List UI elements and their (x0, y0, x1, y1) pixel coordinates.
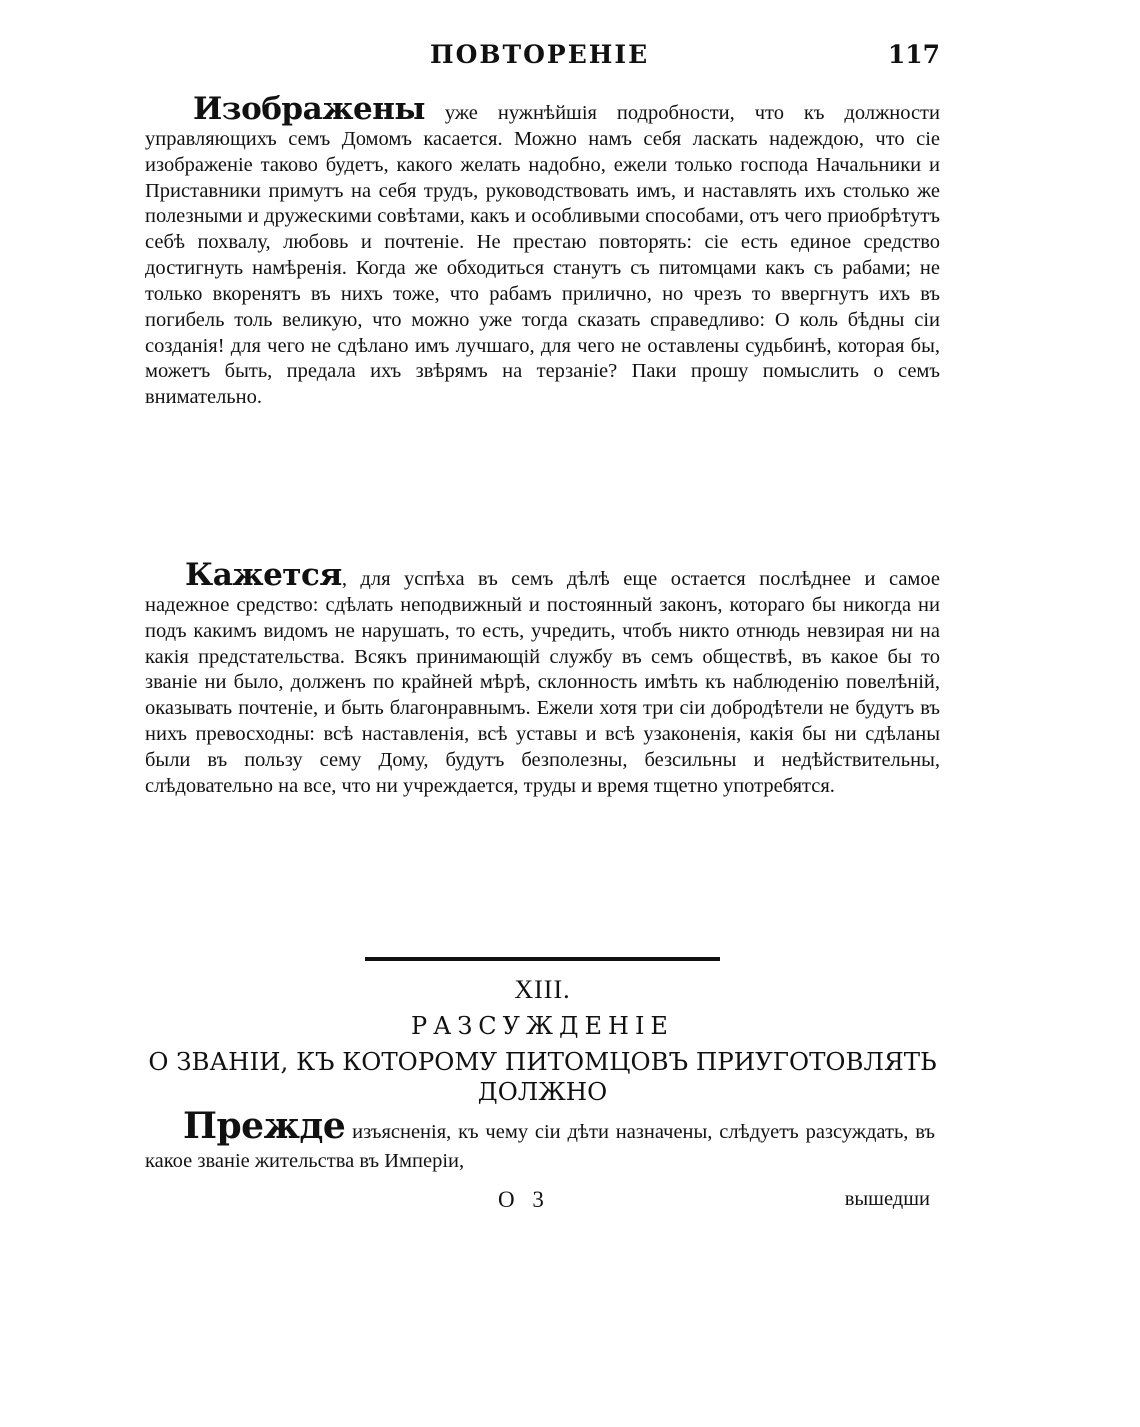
running-head (145, 40, 940, 74)
signature-mark: О 3 (498, 1187, 550, 1212)
paragraph-1-text: уже нужнѣйшія подробности, что къ должности управляющихъ семъ Домомъ касается. Можно намъ себя ласкать надеждою, что сіе изображеніе таково будетъ, какого желать надобно, ежели только господа Начальники и Приставники примутъ на себя трудъ, руководствовать имъ, и наставлять ихъ столько же полезными и дружескими совѣтами, какъ и особливыми способами, отъ чего приобрѣтутъ себѣ похвалу, любовь и почтеніе. Не престаю повторять: сіе есть единое средство достигнуть намѣренія. Когда же обходиться станутъ съ питомцами какъ съ рабами; не только вкоренятъ въ нихъ тоже, что рабамъ прилично, но чрезъ то ввергнутъ ихъ въ погибель толь великую, что можно уже тогда сказать справедливо: О коль бѣдны сіи созданія! для чего не сдѣлано имъ лучшаго, для чего не оставлены судьбинѣ, которая бы, можетъ быть, предала ихъ звѣрямъ на терзаніе? Паки прошу помыслить о семъ внимательно. (145, 102, 940, 409)
running-title: ПОВТОРЕНІЕ (430, 40, 650, 69)
catchword: вышедши (844, 1188, 930, 1210)
page-number: 117 (887, 40, 940, 69)
section-divider-rule (365, 957, 720, 961)
paragraph-2 (145, 557, 940, 800)
paragraph-2-lead-word: Кажется (185, 557, 342, 593)
paragraph-3-text: изъясненія, къ чему сіи дѣти назначены, слѣдуетъ разсуждать, въ какое званіе жительства въ Имперіи, (145, 1121, 935, 1172)
chapter-kind: РАЗСУЖДЕНІЕ (411, 1012, 674, 1040)
chapter-title: О ЗВАНІИ, КЪ КОТОРОМУ ПИТОМЦОВЪ ПРИУГОТОВЛЯТЬ ДОЛЖНО (148, 1047, 937, 1106)
paragraph-3 (145, 1105, 935, 1176)
paragraph-2-text: , для успѣха въ семъ дѣлѣ еще остается послѣднее и самое надежное средство: сдѣлать неподвижный и постоянный законъ, котораго бы никогда ни подъ какимъ видомъ не нарушать, то есть, учредить, чтобъ никто отнюдь невзирая ни на какія предстательства. Всякъ принимающій службу въ семъ обществѣ, въ какое бы то званіе ни было, долженъ по крайней мѣрѣ, склонность имѣть къ наблюденію повелѣній, оказывать почтеніе, и быть благонравнымъ. Ежели хотя три сіи добродѣтели не будутъ въ нихъ превосходны: всѣ наставленія, всѣ уставы и всѣ узаконенія, какія бы ни сдѣланы были въ пользу сему Дому, будутъ безполезны, безсильны и недѣйствительны, слѣдовательно на все, что ни учреждается, труды и время тщетно употребятся. (145, 568, 940, 797)
paragraph-1-lead-word: Изображены (193, 91, 425, 127)
paragraph-3-lead-word: Прежде (183, 1105, 346, 1147)
chapter-number: XIII. (514, 975, 571, 1004)
paragraph-1 (145, 91, 940, 411)
